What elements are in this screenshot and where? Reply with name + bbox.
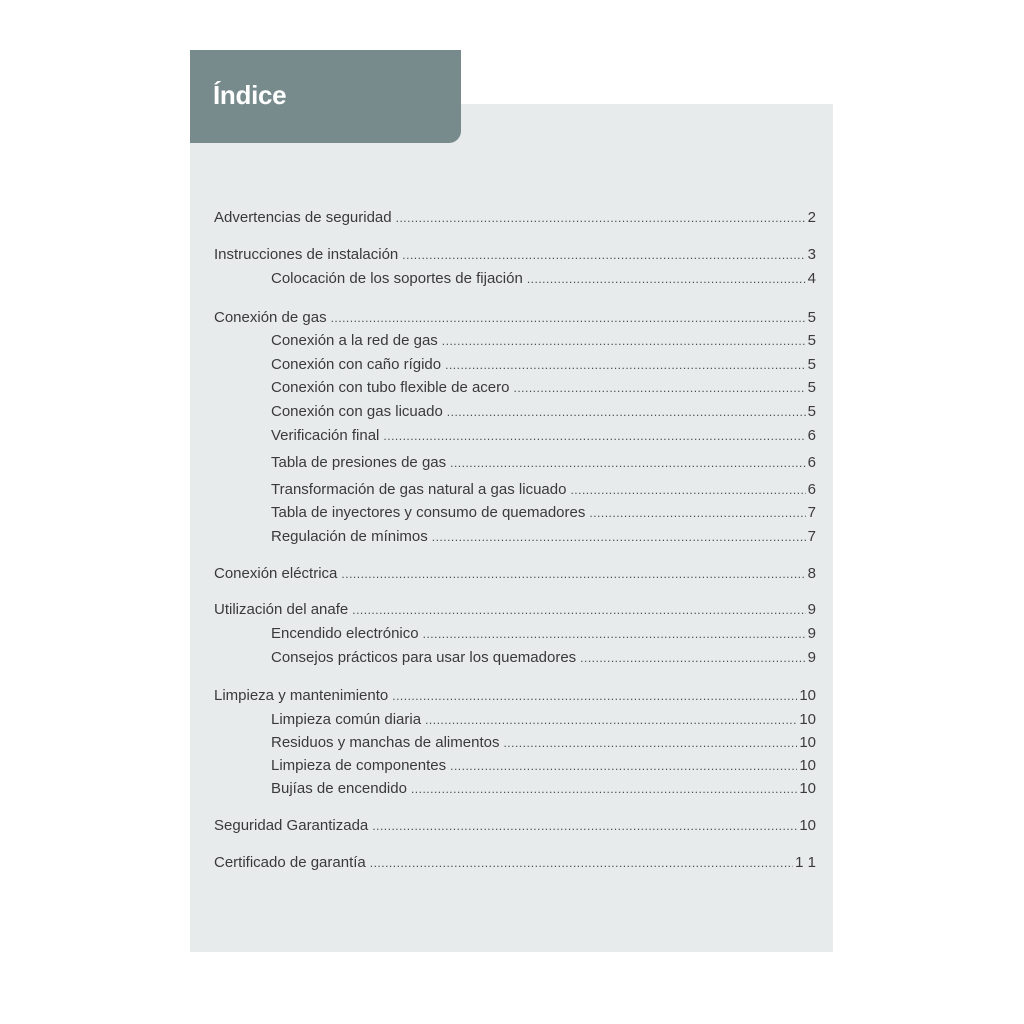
toc-entry-page: 2: [807, 209, 816, 226]
toc-entry-label: Bujías de encendido: [271, 780, 407, 797]
toc-dot-leader: [396, 207, 806, 229]
toc-entry-label: Consejos prácticos para usar los quemadores: [271, 649, 577, 666]
toc-entry[interactable]: [214, 599, 816, 621]
toc-entry-page: 5: [807, 356, 816, 373]
toc-dot-leader: [341, 563, 805, 585]
toc-entry-label: Conexión con gas licuado: [271, 403, 443, 420]
toc-dot-leader: [447, 401, 806, 423]
toc-entry-label: Advertencias de seguridad: [214, 209, 392, 226]
toc-dot-leader: [372, 815, 797, 837]
toc-subentry[interactable]: [271, 377, 816, 399]
toc-entry-page: 5: [807, 379, 816, 396]
toc-dot-leader: [450, 452, 806, 474]
toc-dot-leader: [442, 330, 806, 352]
toc-entry-label: Conexión eléctrica: [214, 565, 338, 582]
toc-entry-label: Conexión de gas: [214, 309, 327, 326]
toc-dot-leader: [331, 307, 806, 329]
toc-entry-page: 6: [807, 481, 816, 498]
toc-entry-page: 7: [807, 528, 816, 545]
toc-subentry[interactable]: [271, 452, 816, 474]
toc-entry-label: Conexión con tubo flexible de acero: [271, 379, 510, 396]
toc-entry-page: 9: [807, 649, 816, 666]
toc-subentry[interactable]: [271, 526, 816, 548]
toc-dot-leader: [527, 268, 806, 290]
toc-entry-page: 8: [807, 565, 816, 582]
toc-entry[interactable]: [214, 244, 816, 266]
page-title: Índice: [213, 80, 287, 110]
toc-dot-leader: [383, 425, 805, 447]
toc-entry-page: 4: [807, 270, 816, 287]
toc-entry-page: 6: [807, 454, 816, 471]
toc-entry-label: Instrucciones de instalación: [214, 246, 399, 263]
toc-entry-label: Encendido electrónico: [271, 625, 419, 642]
toc-dot-leader: [589, 502, 805, 524]
toc-subentry[interactable]: [271, 330, 816, 352]
toc-subentry[interactable]: [271, 778, 816, 800]
toc-dot-leader: [570, 479, 805, 501]
toc-entry-page: 5: [807, 332, 816, 349]
toc-entry[interactable]: [214, 307, 816, 329]
toc-entry-label: Limpieza y mantenimiento: [214, 687, 389, 704]
toc-entry-label: Transformación de gas natural a gas licuado: [271, 481, 567, 498]
toc-entry-label: Seguridad Garantizada: [214, 817, 369, 834]
toc-entry-page: 10: [799, 780, 816, 797]
toc-subentry[interactable]: [271, 401, 816, 423]
toc-dot-leader: [392, 685, 797, 707]
toc-entry-label: Limpieza de componentes: [271, 757, 447, 774]
toc-entry-label: Verificación final: [271, 427, 380, 444]
toc-entry[interactable]: [214, 815, 816, 837]
toc-dot-leader: [411, 778, 797, 800]
toc-entry-label: Regulación de mínimos: [271, 528, 428, 545]
toc-entry-page: 10: [799, 734, 816, 751]
toc-entry-page: 10: [799, 687, 816, 704]
toc-entry-page: 9: [807, 601, 816, 618]
toc-entry[interactable]: [214, 852, 816, 874]
toc-entry-page: 10: [799, 817, 816, 834]
toc-subentry[interactable]: [271, 354, 816, 376]
toc-entry-label: Certificado de garantía: [214, 854, 366, 871]
toc-dot-leader: [425, 709, 797, 731]
toc-subentry[interactable]: [271, 425, 816, 447]
toc-entry-label: Conexión con caño rígido: [271, 356, 442, 373]
toc-dot-leader: [423, 623, 806, 645]
toc-entry-page: 1 1: [795, 854, 816, 871]
toc-subentry[interactable]: [271, 268, 816, 290]
toc-dot-leader: [514, 377, 806, 399]
toc-entry-page: 9: [807, 625, 816, 642]
toc-entry-page: 3: [807, 246, 816, 263]
toc-dot-leader: [352, 599, 805, 621]
toc-dot-leader: [402, 244, 805, 266]
toc-entry-label: Utilización del anafe: [214, 601, 349, 618]
toc-dot-leader: [450, 755, 797, 777]
toc-entry[interactable]: [214, 563, 816, 585]
toc-entry-label: Tabla de inyectores y consumo de quemadores: [271, 504, 586, 521]
toc-subentry[interactable]: [271, 709, 816, 731]
toc-dot-leader: [580, 647, 806, 669]
toc-entry-label: Limpieza común diaria: [271, 711, 422, 728]
toc-dot-leader: [370, 852, 793, 874]
toc-subentry[interactable]: [271, 647, 816, 669]
toc-entry-page: 6: [807, 427, 816, 444]
toc-subentry[interactable]: [271, 623, 816, 645]
table-of-contents: [214, 0, 816, 1024]
toc-entry-label: Conexión a la red de gas: [271, 332, 438, 349]
toc-subentry[interactable]: [271, 479, 816, 501]
toc-subentry[interactable]: [271, 502, 816, 524]
toc-entry-page: 10: [799, 711, 816, 728]
toc-entry-page: 10: [799, 757, 816, 774]
toc-subentry[interactable]: [271, 732, 816, 754]
toc-dot-leader: [503, 732, 797, 754]
toc-entry-page: 5: [807, 309, 816, 326]
toc-entry-page: 5: [807, 403, 816, 420]
toc-dot-leader: [445, 354, 806, 376]
toc-entry-page: 7: [807, 504, 816, 521]
toc-entry[interactable]: [214, 207, 816, 229]
toc-entry-label: Tabla de presiones de gas: [271, 454, 447, 471]
toc-entry-label: Colocación de los soportes de fijación: [271, 270, 523, 287]
toc-entry[interactable]: [214, 685, 816, 707]
toc-entry-label: Residuos y manchas de alimentos: [271, 734, 500, 751]
toc-subentry[interactable]: [271, 755, 816, 777]
toc-dot-leader: [432, 526, 806, 548]
